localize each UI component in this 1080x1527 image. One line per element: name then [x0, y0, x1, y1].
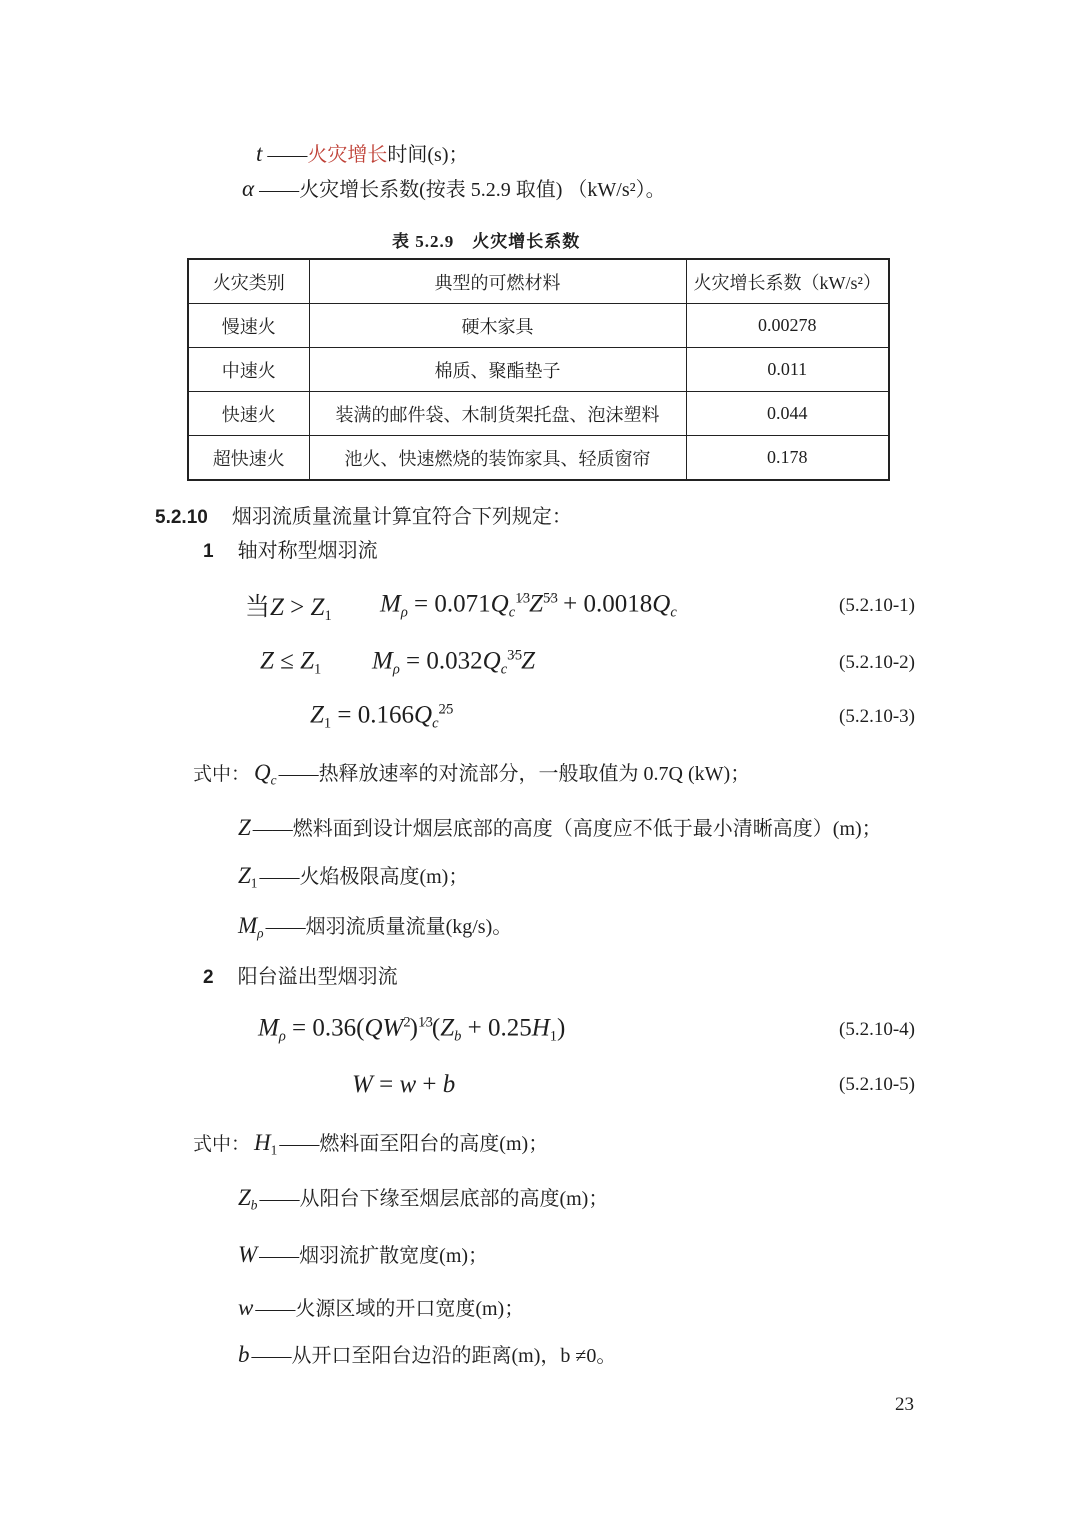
var-b: b [238, 1342, 250, 1367]
section-number: 5.2.10 [155, 507, 208, 528]
definition-mrho [238, 910, 512, 942]
cell-material: 池火、快速燃烧的装饰家具、轻质窗帘 [309, 436, 686, 481]
definition-text: ——火源区域的开口宽度(m)； [255, 1298, 525, 1320]
list-item-2 [203, 964, 398, 991]
def-line-t-dash: —— [262, 144, 308, 166]
definition-z1 [238, 860, 468, 892]
var-h1: $H_1$ [254, 1130, 278, 1158]
def-line-alpha [242, 176, 666, 203]
definition-lead: 式中： [193, 764, 251, 785]
equation-formula: $Z_1 = 0.166Q_c^{2⁄5}$ [310, 701, 453, 732]
definition-text: ——热释放速率的对流部分，一般取值为 0.7Q (kW)； [278, 763, 751, 785]
definition-text: ——火焰极限高度(m)； [259, 866, 469, 888]
cell-coefficient: 0.00278 [686, 304, 889, 348]
cell-material: 棉质、聚酯垫子 [309, 348, 686, 392]
var-t: t [256, 141, 263, 166]
section-text: 烟羽流质量流量计算宜符合下列规定： [231, 506, 572, 528]
equation-5-2-10-5 [0, 1062, 1080, 1108]
table-row [188, 304, 889, 348]
equation-formula: $M_\rho = 0.071Q_c^{1⁄3}Z^{5⁄3} + 0.0018Q_c$ [380, 590, 677, 621]
equation-number: (5.2.10-5) [839, 1074, 915, 1095]
table-row [188, 436, 889, 481]
var-z: Z [238, 815, 251, 840]
col-header-fire-category: 火灾类别 [188, 259, 309, 304]
equation-number: (5.2.10-1) [839, 595, 915, 616]
equation-formula: W = w + b [352, 1071, 456, 1098]
equation-formula: $M_\rho = 0.36(QW^2)^{1⁄3}(Z_b + 0.25H_1)$ [258, 1014, 566, 1045]
table-header-row [188, 259, 889, 304]
equation-5-2-10-1 [0, 578, 1080, 634]
cell-category: 中速火 [188, 348, 309, 392]
table-row [188, 392, 889, 436]
equation-condition: 当$Z > Z_1$ [245, 593, 332, 625]
def-line-alpha-rest: ——火灾增长系数(按表 5.2.9 取值) （kW/s²）。 [254, 179, 666, 201]
page-number: 23 [895, 1394, 914, 1415]
item-number: 1 [203, 541, 214, 562]
definition-h1 [193, 1127, 548, 1159]
var-zb: $Z_b$ [238, 1185, 258, 1213]
cell-material: 硬木家具 [309, 304, 686, 348]
definition-text: ——从阳台下缘至烟层底部的高度(m)； [259, 1188, 609, 1210]
definition-text: ——从开口至阳台边沿的距离(m)，b ≠0。 [251, 1345, 617, 1367]
definition-b [238, 1339, 616, 1368]
cell-category: 超快速火 [188, 436, 309, 481]
cell-coefficient: 0.044 [686, 392, 889, 436]
var-mrho: $M_\rho$ [238, 913, 264, 941]
definition-w-upper [238, 1239, 488, 1268]
definition-lead: 式中： [193, 1134, 251, 1155]
equation-formula: $M_\rho = 0.032Q_c^{3⁄5}Z$ [372, 647, 535, 678]
def-line-t [256, 141, 469, 168]
var-w-upper: W [238, 1242, 258, 1267]
item-text: 轴对称型烟羽流 [237, 540, 378, 562]
equation-number: (5.2.10-3) [839, 706, 915, 727]
var-qc: $Q_c$ [254, 760, 277, 788]
cell-category: 快速火 [188, 392, 309, 436]
definition-text: ——烟羽流扩散宽度(m)； [259, 1245, 489, 1267]
equation-number: (5.2.10-2) [839, 652, 915, 673]
var-w-lower: w [238, 1295, 254, 1320]
definition-zb [238, 1182, 608, 1214]
cell-category: 慢速火 [188, 304, 309, 348]
definition-w-lower [238, 1292, 524, 1321]
equation-condition: $Z \le Z_1$ [260, 647, 322, 678]
col-header-typical-materials: 典型的可燃材料 [309, 259, 686, 304]
cell-coefficient: 0.011 [686, 348, 889, 392]
equation-5-2-10-3 [0, 691, 1080, 743]
section-heading-5-2-10 [155, 504, 572, 531]
equation-number: (5.2.10-4) [839, 1019, 915, 1040]
definition-text: ——燃料面到设计烟层底部的高度（高度应不低于最小清晰高度）(m)； [252, 818, 882, 840]
item-number: 2 [203, 967, 214, 988]
list-item-1 [203, 538, 378, 565]
table-caption: 表 5.2.9 火灾增长系数 [392, 232, 581, 251]
equation-5-2-10-4 [0, 1004, 1080, 1056]
equation-5-2-10-2 [0, 636, 1080, 690]
fire-growth-table [187, 258, 890, 481]
item-text: 阳台溢出型烟羽流 [237, 966, 398, 988]
highlighted-text: 火灾增长 [307, 144, 388, 166]
cell-coefficient: 0.178 [686, 436, 889, 481]
def-line-t-rest: 时间(s)； [387, 144, 469, 166]
definition-z [238, 812, 882, 841]
cell-material: 装满的邮件袋、木制货架托盘、泡沫塑料 [309, 392, 686, 436]
definition-text: ——燃料面至阳台的高度(m)； [279, 1133, 549, 1155]
definition-qc [193, 757, 750, 789]
var-alpha: α [242, 176, 255, 201]
var-z1: $Z_1$ [238, 863, 258, 891]
definition-text: ——烟羽流质量流量(kg/s)。 [265, 916, 513, 938]
table-row [188, 348, 889, 392]
col-header-growth-coefficient: 火灾增长系数（kW/s²） [686, 259, 889, 304]
